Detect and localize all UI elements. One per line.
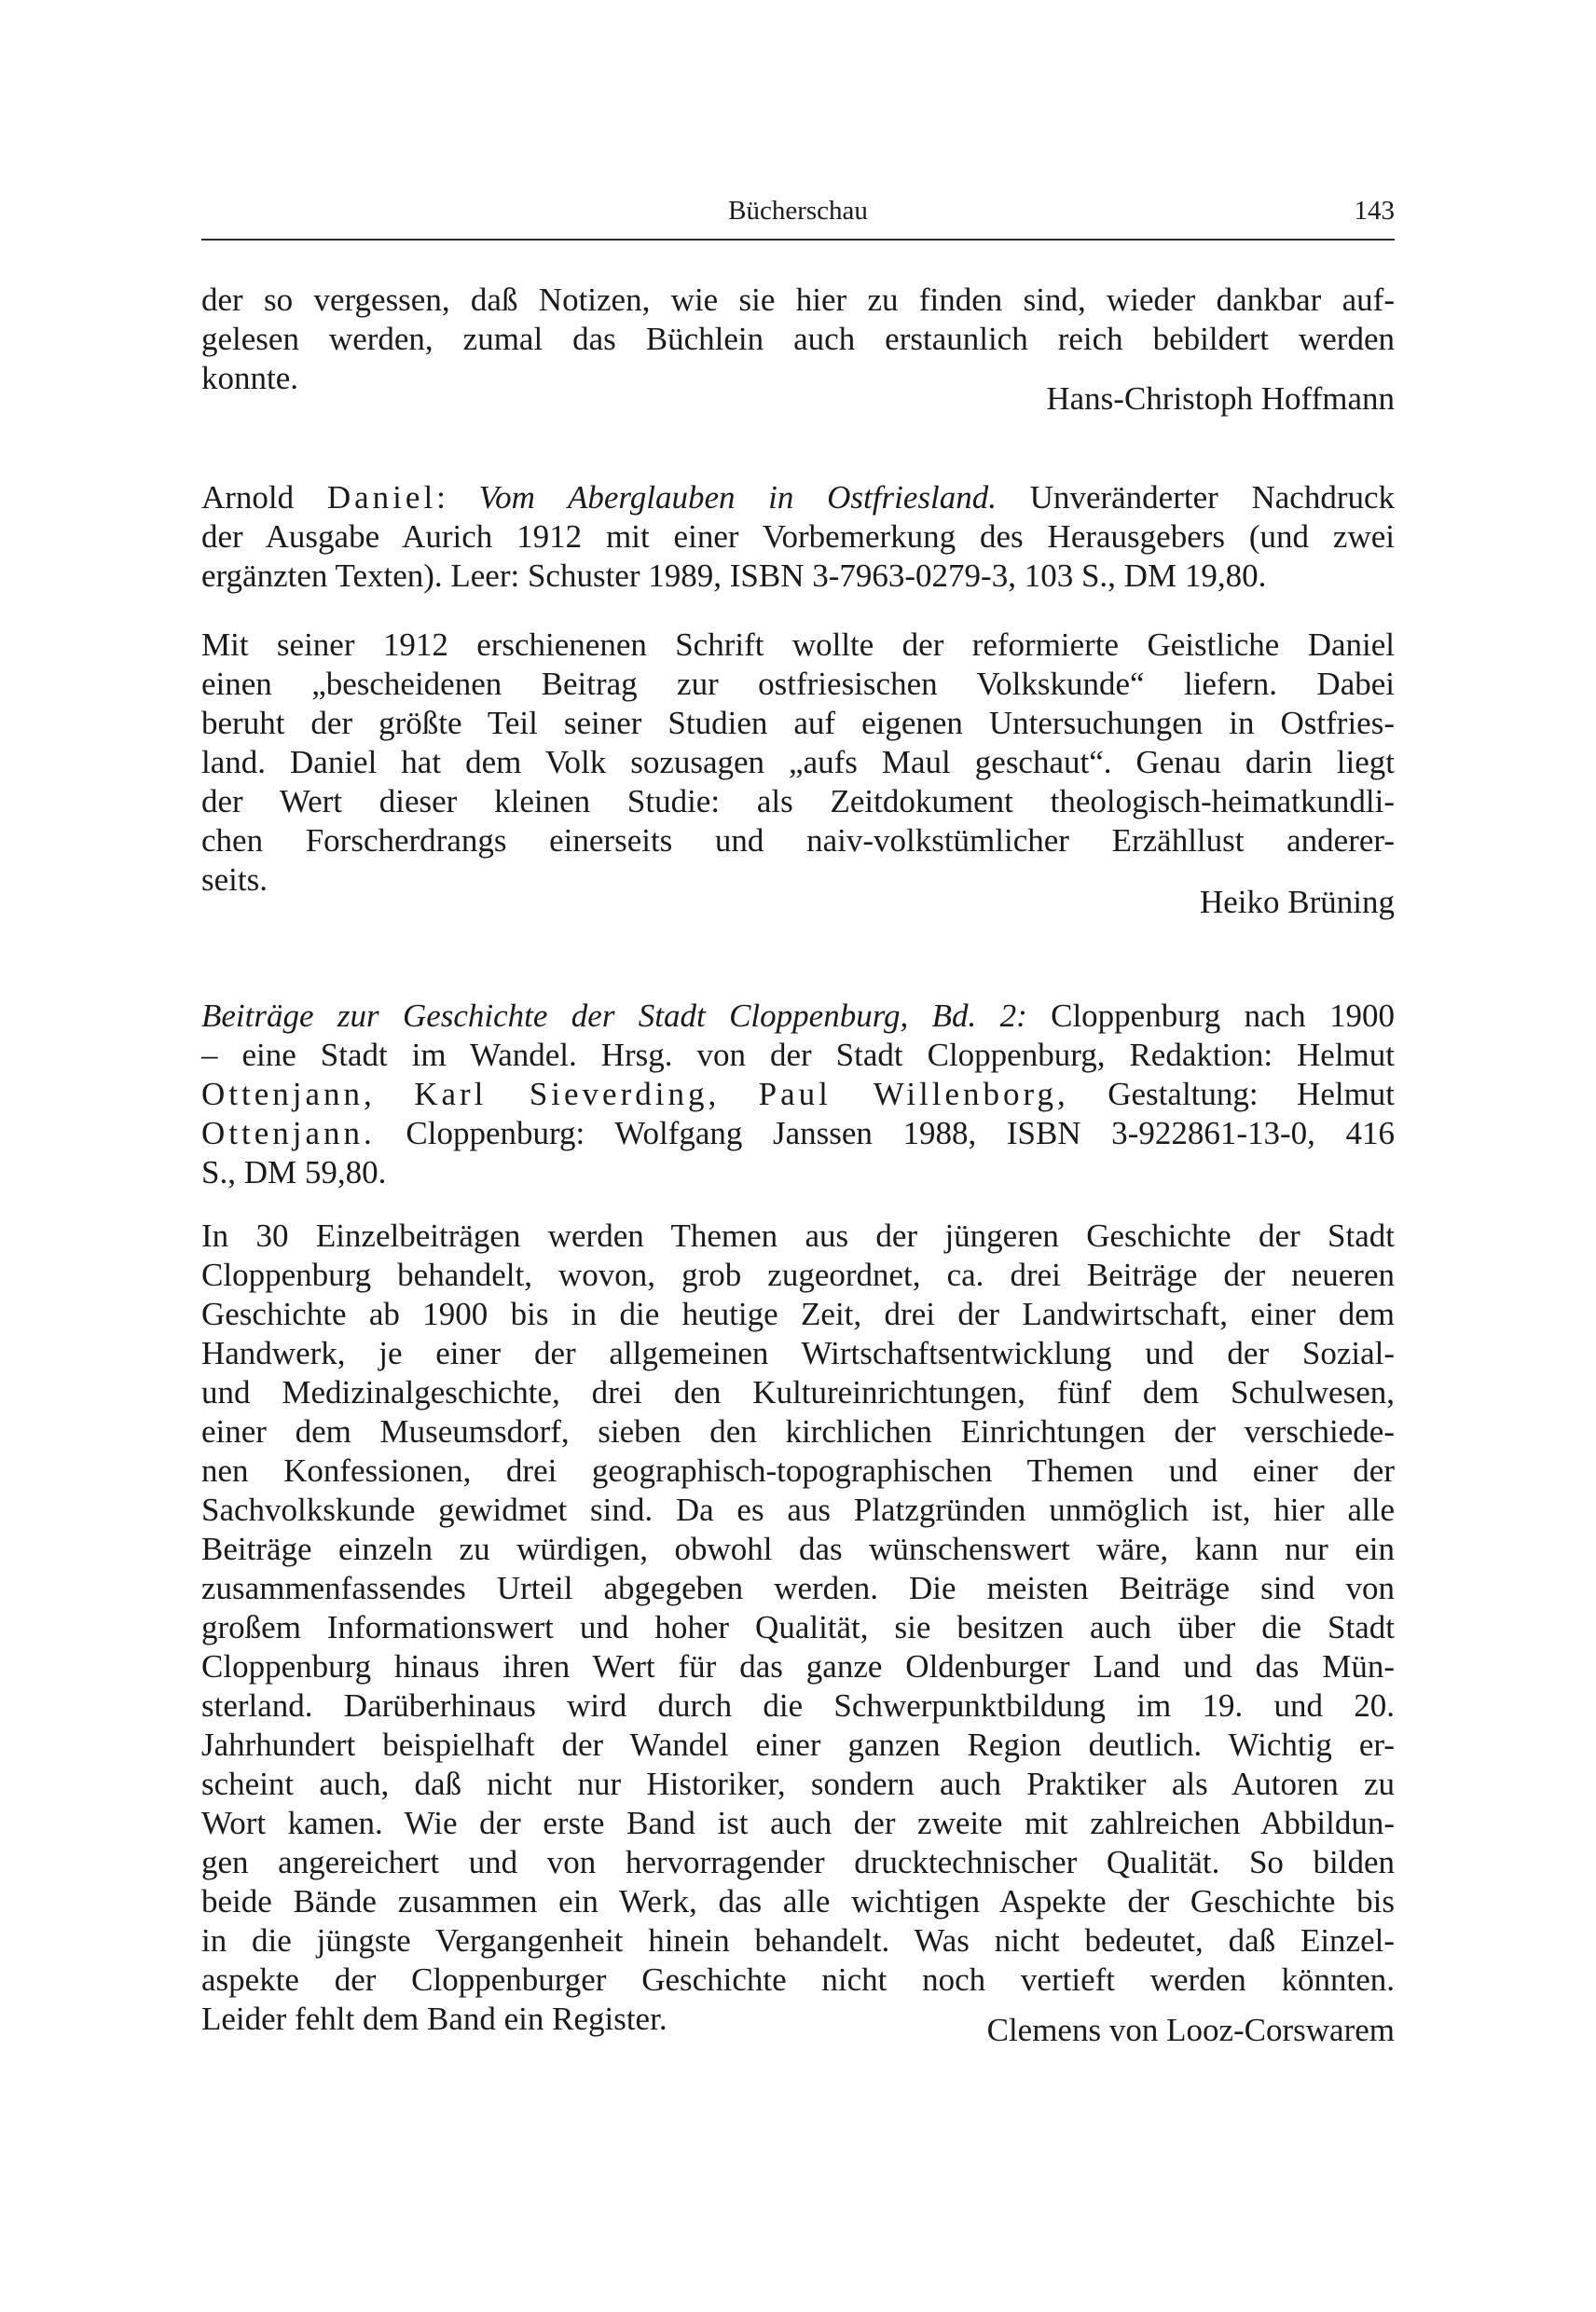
reviewer-signature: Clemens von Looz-Corswarem: [986, 2012, 1395, 2048]
citation-editor-name: Ottenjann,: [201, 1076, 376, 1112]
citation-text: Unveränderter Nachdruck: [1029, 479, 1396, 516]
citation-editor-name: Karl Sieverding,: [414, 1076, 721, 1112]
body-line: einen „bescheidenen Beitrag zur ostfriesischen Volkskunde“ liefern. Dabei: [201, 666, 1395, 702]
citation-line: [201, 1115, 1395, 1152]
body-line: Jahrhundert beispielhaft der Wandel einer ganzen Region deutlich. Wichtig er-: [201, 1727, 1395, 1763]
body-line: der Wert dieser kleinen Studie: als Zeitdokument theologisch-heimatkundli-: [201, 783, 1395, 819]
body-line: gelesen werden, zumal das Büchlein auch erstaunlich reich bebildert werden: [201, 321, 1395, 357]
body-line: land. Daniel hat dem Volk sozusagen „aufs Maul geschaut“. Genau darin liegt: [201, 744, 1395, 780]
body-line: zusammenfassendes Urteil abgegeben werden. Die meisten Beiträge sind von: [201, 1570, 1395, 1606]
body-line: konnte.: [201, 360, 299, 396]
body-line: Beiträge einzeln zu würdigen, obwohl das wünschenswert wäre, kann nur ein: [201, 1531, 1395, 1567]
body-line: in die jüngste Vergangenheit hinein behandelt. Was nicht bedeutet, daß Einzel-: [201, 1922, 1395, 1959]
body-line: In 30 Einzelbeiträgen werden Themen aus der jüngeren Geschichte der Stadt: [201, 1218, 1395, 1254]
citation-text: Cloppenburg nach 1900: [1051, 998, 1396, 1034]
citation-separator: :: [436, 479, 446, 516]
body-line: Geschichte ab 1900 bis in die heutige Zeit, drei der Landwirtschaft, einer dem: [201, 1296, 1395, 1332]
body-line: seits.: [201, 861, 268, 898]
body-line: und Medizinalgeschichte, drei den Kultureinrichtungen, fünf dem Schulwesen,: [201, 1374, 1395, 1411]
body-line: Leider fehlt dem Band ein Register.: [201, 2001, 667, 2037]
body-line: aspekte der Cloppenburger Geschichte nicht noch vertieft werden könnten.: [201, 1961, 1395, 1998]
citation-author-last: Daniel: [326, 479, 437, 516]
body-line: beruht der größte Teil seiner Studien auf eigenen Untersuchungen in Ostfries-: [201, 705, 1395, 741]
body-line: Handwerk, je einer der allgemeinen Wirtschaftsentwicklung und der Sozial-: [201, 1335, 1395, 1371]
body-line: Cloppenburg behandelt, wovon, grob zugeordnet, ca. drei Beiträge der neueren: [201, 1257, 1395, 1293]
body-line: beide Bände zusammen ein Werk, das alle wichtigen Aspekte der Geschichte bis: [201, 1883, 1395, 1920]
citation-line: S., DM 59,80.: [201, 1154, 387, 1190]
citation-line: ergänzten Texten). Leer: Schuster 1989, ISBN 3-7963-0279-3, 103 S., DM 19,80.: [201, 557, 1267, 594]
citation-designer-name: Ottenjann.: [201, 1115, 376, 1151]
page-number: 143: [1354, 196, 1395, 226]
citation-text: Gestaltung: Helmut: [1108, 1076, 1396, 1112]
body-line: einer dem Museumsdorf, sieben den kirchlichen Einrichtungen der verschiede-: [201, 1413, 1395, 1450]
citation-line: [201, 479, 1395, 516]
body-line: der so vergessen, daß Notizen, wie sie hier zu finden sind, wieder dankbar auf-: [201, 282, 1395, 318]
running-header: [201, 192, 1395, 241]
reviewer-signature: Hans-Christoph Hoffmann: [1046, 380, 1395, 417]
body-line: Wort kamen. Wie der erste Band ist auch der zweite mit zahlreichen Abbildun-: [201, 1805, 1395, 1841]
body-line: Sachvolkskunde gewidmet sind. Da es aus Platzgründen unmöglich ist, hier alle: [201, 1492, 1395, 1528]
reviewer-signature: Heiko Brüning: [1199, 884, 1395, 920]
citation-text: Cloppenburg: Wolfgang Janssen 1988, ISBN 3-922861-13-0, 416: [406, 1115, 1395, 1151]
body-line: nen Konfessionen, drei geographisch-topographischen Themen und einer der: [201, 1452, 1395, 1489]
citation-line: der Ausgabe Aurich 1912 mit einer Vorbemerkung des Herausgebers (und zwei: [201, 518, 1395, 555]
body-line: Cloppenburg hinaus ihren Wert für das ganze Oldenburger Land und das Mün-: [201, 1648, 1395, 1685]
body-line: scheint auch, daß nicht nur Historiker, sondern auch Praktiker als Autoren zu: [201, 1766, 1395, 1802]
body-line: gen angereichert und von hervorragender drucktechnischer Qualität. So bilden: [201, 1844, 1395, 1880]
citation-title: Beiträge zur Geschichte der Stadt Cloppenburg, Bd. 2:: [201, 998, 1027, 1034]
citation-line: [201, 998, 1395, 1035]
running-title: Bücherschau: [728, 196, 868, 226]
citation-line: – eine Stadt im Wandel. Hrsg. von der Stadt Cloppenburg, Redaktion: Helmut: [201, 1037, 1395, 1073]
body-line: Mit seiner 1912 erschienenen Schrift wollte der reformierte Geistliche Daniel: [201, 626, 1395, 663]
citation-line: [201, 1076, 1395, 1113]
citation-title: Vom Aberglauben in Ostfriesland.: [478, 479, 997, 516]
citation-author-first: Arnold: [201, 479, 295, 516]
citation-editor-name: Paul Willenborg,: [758, 1076, 1069, 1112]
body-line: chen Forscherdrangs einerseits und naiv-volkstümlicher Erzähllust anderer-: [201, 822, 1395, 859]
body-line: sterland. Darüberhinaus wird durch die Schwerpunktbildung im 19. und 20.: [201, 1687, 1395, 1724]
body-line: großem Informationswert und hoher Qualität, sie besitzen auch über die Stadt: [201, 1609, 1395, 1645]
